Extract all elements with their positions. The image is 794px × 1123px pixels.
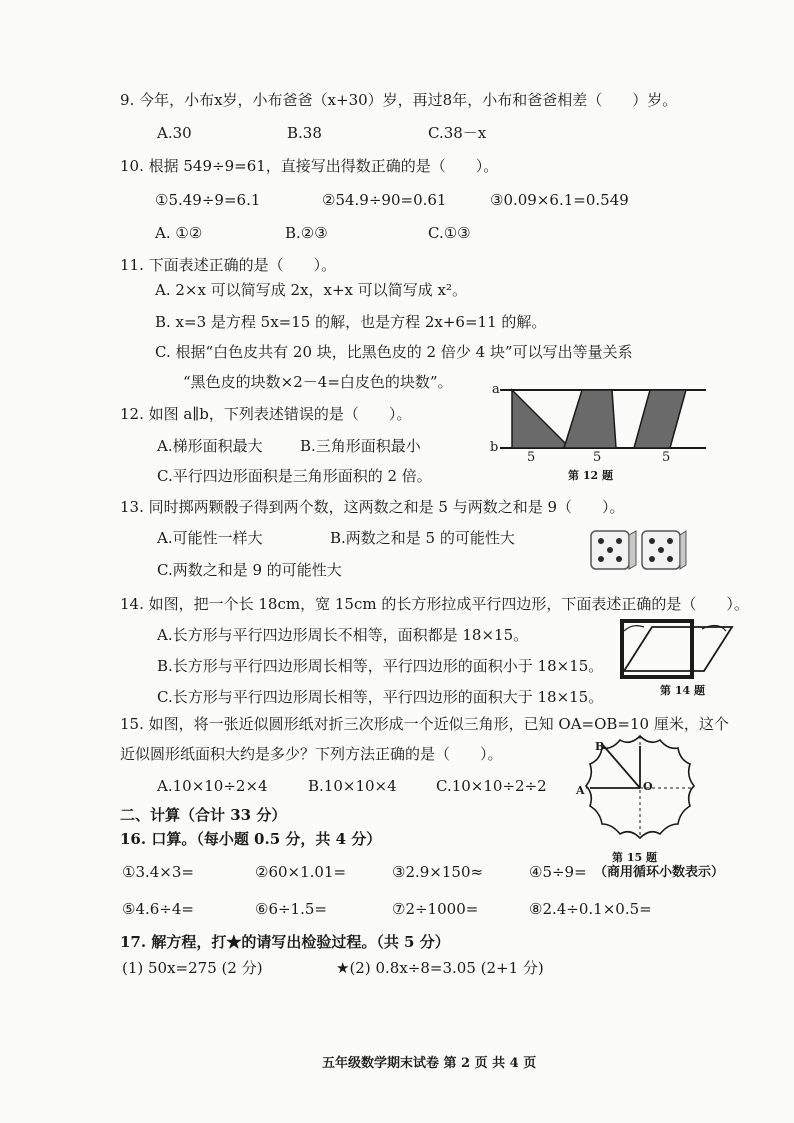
q14-option-a: A.长方形与平行四边形周长不相等，面积都是 18×15。: [157, 626, 529, 644]
q15-stem-cont: 近似圆形纸面积大约是多少？下列方法正确的是（ ）。: [120, 745, 503, 763]
q15-label-o: O: [643, 780, 653, 793]
q10-item-2: ②54.9÷90=0.61: [322, 191, 447, 209]
q16-item-5: ⑤4.6÷4=: [122, 900, 194, 918]
q17-part-1: (1) 50x=275 (2 分): [122, 959, 263, 977]
q10-option-b: B.②③: [285, 224, 328, 242]
dice-illustration: [588, 525, 688, 575]
q13-option-b: B.两数之和是 5 的可能性大: [330, 529, 515, 547]
q16-item-3: ③2.9×150≈: [392, 863, 484, 881]
q9-option-a: A.30: [157, 124, 192, 142]
die-2-pip: [649, 538, 655, 544]
trapezoid-shape: [564, 390, 616, 448]
q12-option-b: B.三角形面积最小: [300, 437, 421, 455]
q16-item-4: ④5÷9=: [529, 863, 587, 881]
die-2-side: [680, 531, 686, 569]
q14-stem: 14. 如图，把一个长 18cm，宽 15cm 的长方形拉成平行四边形，下面表述正确的是（ ）。: [120, 595, 749, 613]
q15-option-a: A.10×10÷2×4: [157, 777, 268, 795]
q10-item-1: ①5.49÷9=6.1: [155, 191, 261, 209]
q12-option-c: C.平行四边形面积是三角形面积的 2 倍。: [157, 467, 432, 485]
q13-option-c: C.两数之和是 9 的可能性大: [157, 561, 342, 579]
q17-stem: 17. 解方程，打★的请写出检验过程。（共 5 分）: [120, 933, 450, 951]
q12-option-a: A.梯形面积最大: [157, 437, 263, 455]
q15-label-b: B: [595, 740, 605, 753]
die-1-pip: [607, 547, 613, 553]
q9-stem: 9. 今年，小布x岁，小布爸爸（x+30）岁，再过8年，小布和爸爸相差（ ）岁。: [120, 91, 678, 109]
q12-caption: 第 12 题: [568, 469, 613, 482]
q10-option-a: A. ①②: [155, 224, 203, 242]
q16-item-4-note: （商用循环小数表示）: [594, 865, 725, 880]
segment-bo: [602, 744, 640, 788]
q13-option-a: A.可能性一样大: [157, 529, 263, 547]
q11-option-c: C. 根据“白色皮共有 20 块，比黑色皮的 2 倍少 4 块”可以写出等量关系: [155, 343, 633, 361]
q16-item-8: ⑧2.4÷0.1×0.5=: [529, 900, 652, 918]
die-1-pip: [616, 538, 622, 544]
die-1-side: [629, 531, 636, 569]
q15-option-b: B.10×10×4: [308, 777, 397, 795]
die-2-pip: [649, 556, 655, 562]
pull-arrow-icon: [624, 626, 644, 631]
q11-option-c-cont: “黑色皮的块数×2－4=白皮色的块数”。: [183, 373, 453, 391]
q15-caption: 第 15 题: [612, 851, 657, 864]
q14-figure: [618, 617, 738, 681]
q14-option-b: B.长方形与平行四边形周长相等，平行四边形的面积小于 18×15。: [157, 657, 604, 675]
q15-option-c: C.10×10÷2÷2: [436, 777, 547, 795]
q12-base-1: 5: [527, 450, 536, 465]
q9-option-b: B.38: [287, 124, 322, 142]
parallelogram-frame: [624, 627, 732, 671]
rectangle-frame: [622, 621, 692, 677]
die-2-pip: [667, 556, 673, 562]
q11-stem: 11. 下面表述正确的是（ ）。: [120, 256, 337, 274]
q15-stem: 15. 如图，将一张近似圆形纸对折三次形成一个近似三角形，已知 OA=OB=10 厘米，这个: [120, 715, 729, 733]
page-footer: 五年级数学期末试卷 第 2 页 共 4 页: [322, 1056, 537, 1071]
q16-item-1: ①3.4×3=: [122, 863, 194, 881]
q14-caption: 第 14 题: [660, 684, 705, 697]
q11-option-a: A. 2×x 可以简写成 2x，x+x 可以简写成 x²。: [155, 281, 467, 299]
die-2-pip: [667, 538, 673, 544]
die-2-pip: [658, 547, 664, 553]
q17-part-2: ★(2) 0.8x÷8=3.05 (2+1 分): [336, 959, 544, 977]
q10-stem: 10. 根据 549÷9=61，直接写出得数正确的是（ ）。: [120, 157, 499, 175]
q12-base-2: 5: [593, 450, 602, 465]
section-2-heading: 二、计算（合计 33 分）: [120, 806, 287, 824]
q14-option-c: C.长方形与平行四边形周长相等，平行四边形的面积大于 18×15。: [157, 688, 604, 706]
q16-item-7: ⑦2÷1000=: [392, 900, 479, 918]
die-1-pip: [598, 556, 604, 562]
q10-option-c: C.①③: [428, 224, 471, 242]
q12-stem: 12. 如图 a∥b，下列表述错误的是（ ）。: [120, 405, 412, 423]
q16-stem: 16. 口算。（每小题 0.5 分，共 4 分）: [120, 830, 382, 848]
q11-option-b: B. x=3 是方程 5x=15 的解，也是方程 2x+6=11 的解。: [155, 313, 547, 331]
q15-label-a: A: [576, 784, 585, 797]
die-1-pip: [598, 538, 604, 544]
q12-label-b: b: [490, 440, 499, 455]
q16-item-6: ⑥6÷1.5=: [255, 900, 327, 918]
triangle-shape: [512, 390, 570, 448]
q12-label-a: a: [492, 382, 500, 397]
q12-base-3: 5: [662, 450, 671, 465]
parallelogram-shape: [634, 390, 686, 448]
die-1-pip: [616, 556, 622, 562]
q10-item-3: ③0.09×6.1=0.549: [490, 191, 629, 209]
q9-option-c: C.38－x: [428, 124, 487, 142]
q13-stem: 13. 同时掷两颗骰子得到两个数，这两数之和是 5 与两数之和是 9（ ）。: [120, 498, 625, 516]
q16-item-2: ②60×1.01=: [255, 863, 347, 881]
